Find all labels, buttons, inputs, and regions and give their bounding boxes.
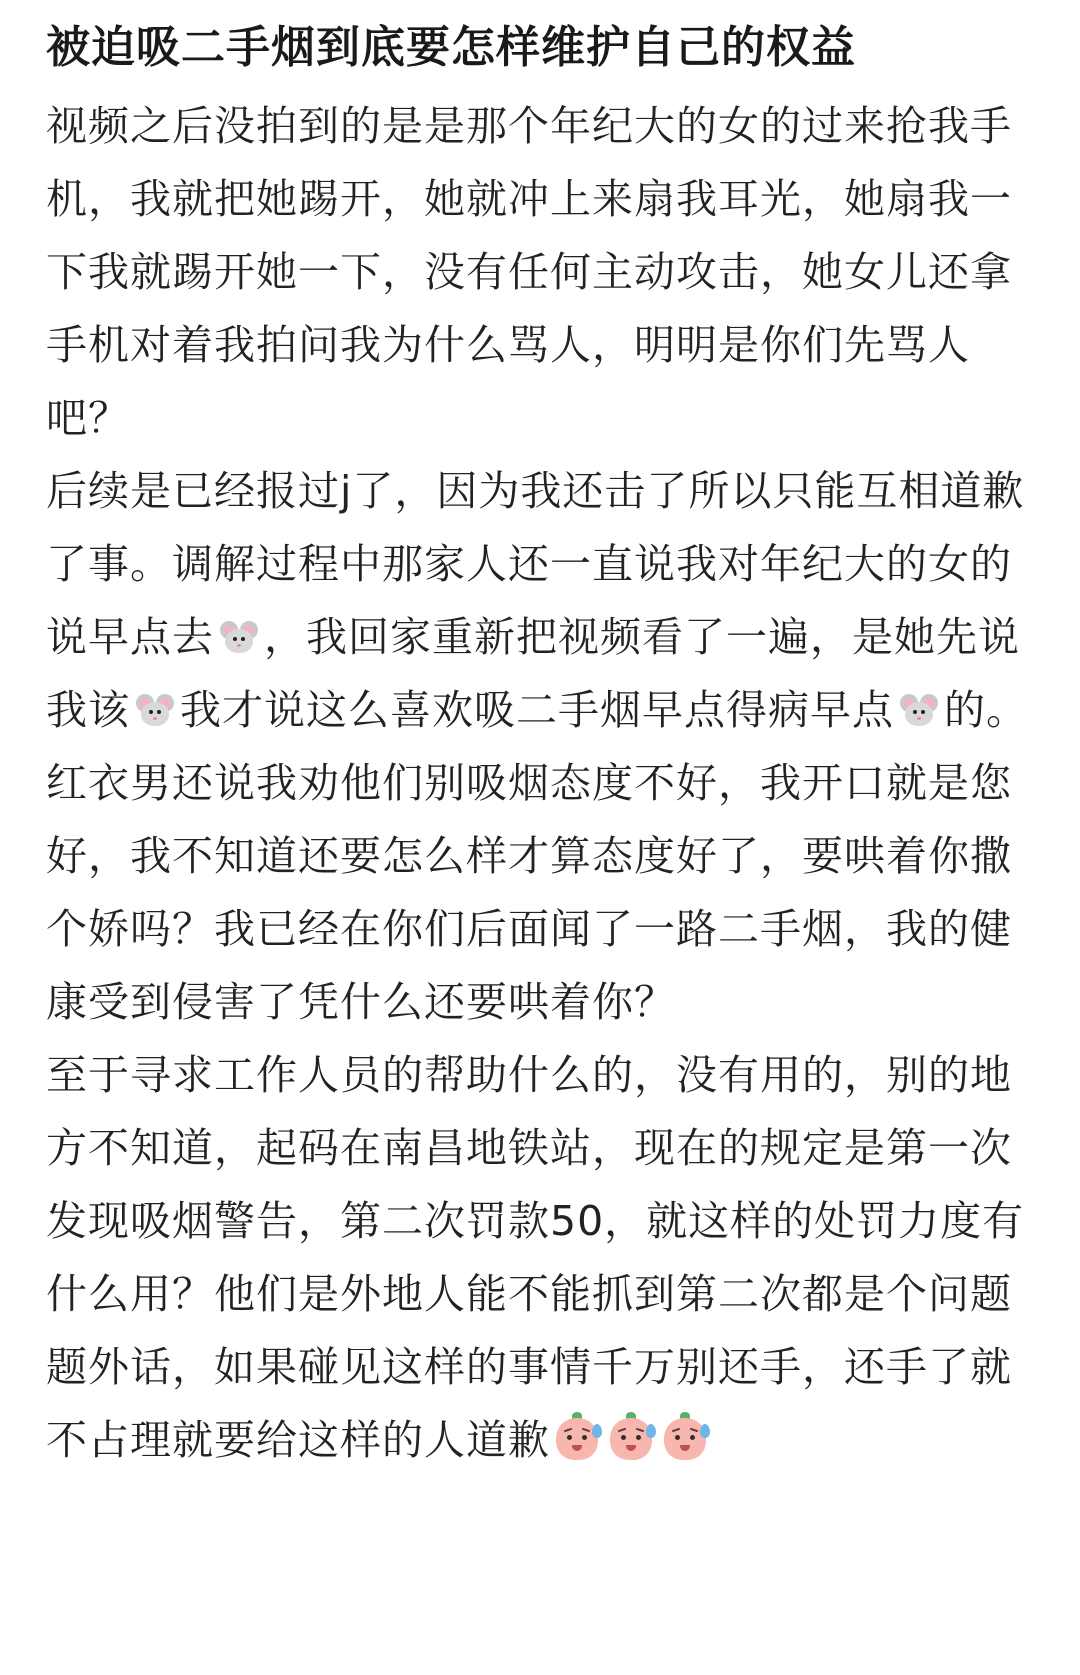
post-paragraph	[46, 455, 1036, 747]
paragraph-text: 题外话，如果碰见这样的事情千万别还手，还手了就不占理就要给这样的人道歉	[46, 1343, 1012, 1464]
paragraph-text: 视频之后没拍到的是是那个年纪大的女的过来抢我手机，我就把她踢开，她就冲上来扇我耳光，她扇我一下我就踢开她一下，没有任何主动攻击，她女儿还拿手机对着我拍问我为什么骂人，明明是你们先骂人吧？	[46, 102, 1012, 442]
paragraph-text: 后续是已经报过j了，因为我还击了所以只能互相道歉了事。调解过程中那家人还一直说我对年纪大的女的说早点去	[46, 467, 1025, 661]
paragraph-text: 的。	[944, 686, 1028, 734]
post-body	[46, 90, 1036, 1477]
mouse-icon	[896, 690, 942, 730]
post-paragraph	[46, 747, 1036, 1039]
paragraph-text: 红衣男还说我劝他们别吸烟态度不好，我开口就是您好，我不知道还要怎么样才算态度好了，要哄着你撒个娇吗？我已经在你们后面闻了一路二手烟，我的健康受到侵害了凭什么还要哄着你？	[46, 759, 1012, 1026]
sweat-icon	[606, 1412, 656, 1462]
post-paragraph	[46, 90, 1036, 455]
paragraph-text: 至于寻求工作人员的帮助什么的，没有用的，别的地方不知道，起码在南昌地铁站，现在的规定是第一次发现吸烟警告，第二次罚款50，就这样的处罚力度有什么用？他们是外地人能不能抓到第二次都是个问题	[46, 1051, 1025, 1318]
mouse-icon	[216, 617, 262, 657]
post-paragraph	[46, 1331, 1036, 1477]
paragraph-text: 我才说这么喜欢吸二手烟早点得病早点	[180, 686, 894, 734]
post-paragraph	[46, 1039, 1036, 1331]
paragraph-text: ，我回家重新把视频看了一遍，是她先说我该	[46, 613, 1020, 734]
post	[46, 20, 1036, 1477]
sweat-icon	[552, 1412, 602, 1462]
post-title: 被迫吸二手烟到底要怎样维护自己的权益	[46, 22, 856, 73]
mouse-icon	[132, 690, 178, 730]
sweat-icon	[660, 1412, 710, 1462]
